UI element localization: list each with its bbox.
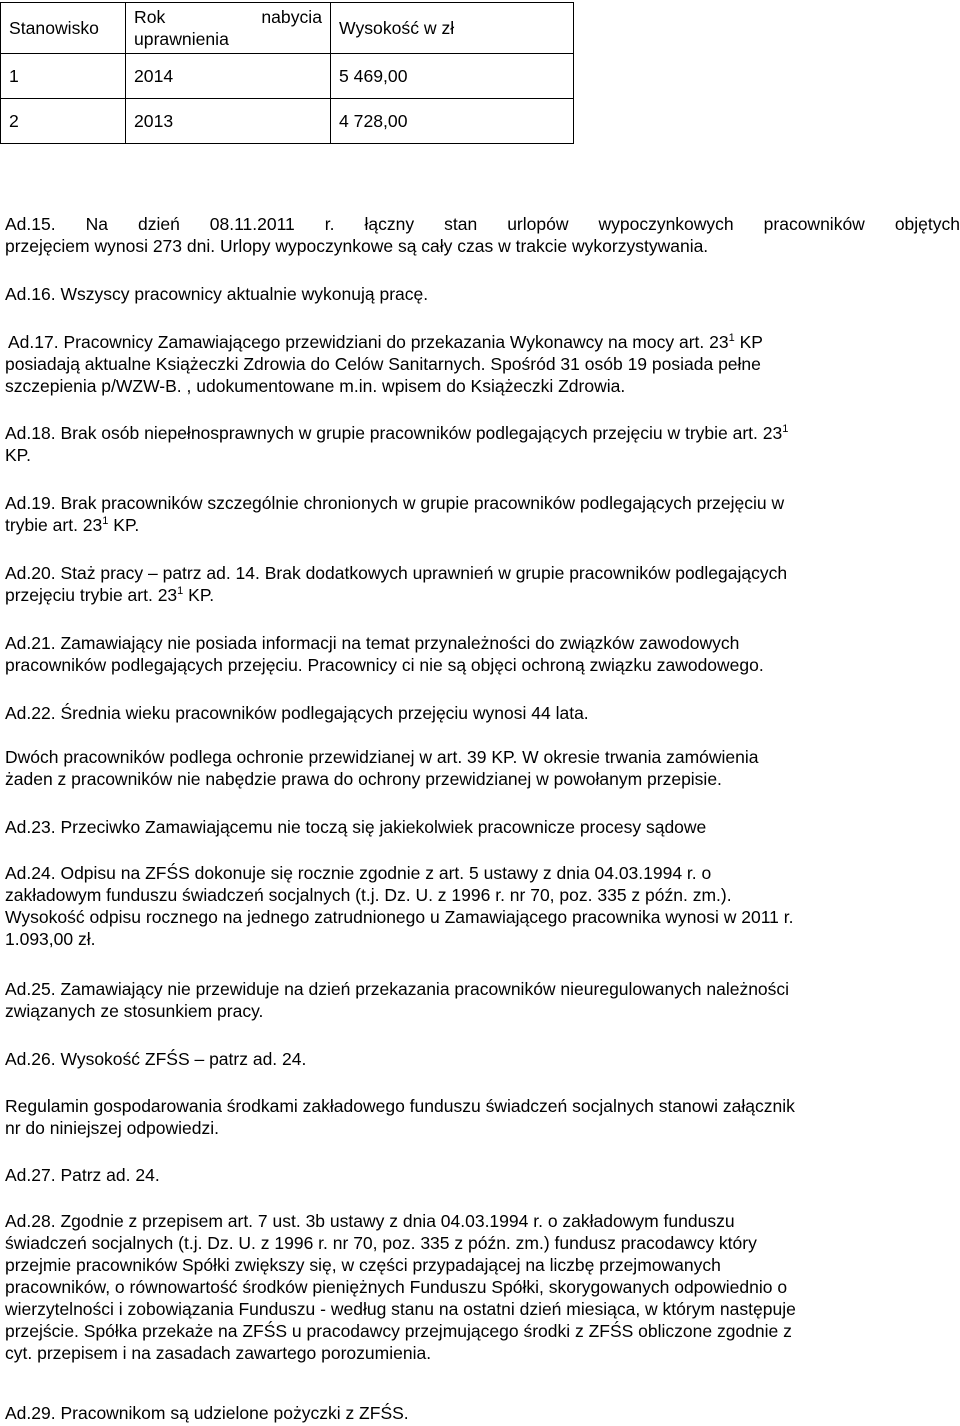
text-line [5, 422, 960, 444]
text-line: Ad.29. Pracownikom są udzielone pożyczki z ZFŚS. [5, 1403, 409, 1423]
header-stanowisko: Stanowisko [1, 3, 126, 54]
paragraph-ad28 [5, 1210, 960, 1364]
header-rok-word: Rok [134, 7, 166, 27]
text-fragment: Ad.17. Pracownicy Zamawiającego przewidziani do przekazania Wykonawcy na mocy art. 23 [8, 332, 729, 352]
text-line: KP. [5, 445, 31, 465]
text-line: Ad.15. Na dzień 08.11.2011 r. łączny stan urlopów wypoczynkowych pracowników objętych [5, 214, 960, 234]
text-line: przejęciem wynosi 273 dni. Urlopy wypoczynkowe są cały czas w trakcie wykorzystywania. [5, 236, 709, 256]
text-line: Ad.27. Patrz ad. 24. [5, 1165, 160, 1185]
paragraph-ad25 [5, 978, 960, 1022]
text-line: szczepienia p/WZW-B. , udokumentowane m.in. wpisem do Książeczki Zdrowia. [5, 376, 626, 396]
paragraph-ad20 [5, 562, 960, 606]
cell-stanowisko: 1 [1, 54, 126, 99]
text-line: 1.093,00 zł. [5, 929, 96, 949]
text-line: Ad.22. Średnia wieku pracowników podlegających przejęciu wynosi 44 lata. [5, 703, 589, 723]
superscript: 1 [782, 423, 789, 435]
paragraph-ad16 [5, 283, 960, 305]
table-header-row [1, 3, 574, 54]
header-nabycia-word: nabycia [261, 7, 322, 27]
header-wysokosc: Wysokość w zł [331, 3, 574, 54]
table-row [1, 99, 574, 144]
text-line: posiadają aktualne Książeczki Zdrowia do Celów Sanitarnych. Spośród 31 osób 19 posiada pełne [5, 354, 761, 374]
paragraph-ad19 [5, 492, 960, 536]
paragraph-ad15 [5, 213, 960, 257]
superscript: 1 [728, 332, 735, 344]
text-line: Ad.19. Brak pracowników szczególnie chronionych w grupie pracowników podlegających przejęciu w [5, 493, 785, 513]
text-fragment: KP. [108, 515, 140, 535]
header-rok-line2: uprawnienia [134, 29, 229, 49]
text-line: Ad.20. Staż pracy – patrz ad. 14. Brak dodatkowych uprawnień w grupie pracowników podlegających [5, 563, 788, 583]
text-line: nr do niniejszej odpowiedzi. [5, 1118, 220, 1138]
cell-wysokosc: 5 469,00 [331, 54, 574, 99]
text-line: związanych ze stosunkiem pracy. [5, 1001, 264, 1021]
paragraph-ad29 [5, 1402, 960, 1424]
text-line: Ad.21. Zamawiający nie posiada informacji na temat przynależności do związków zawodowych [5, 633, 740, 653]
text-line [5, 514, 960, 536]
text-line: pracowników, o równowartość środków pieniężnych Funduszu Spółki, skorygowanych odpowiednio o [5, 1277, 788, 1297]
text-line: Ad.16. Wszyscy pracownicy aktualnie wykonują pracę. [5, 284, 429, 304]
paragraph-ad24 [5, 862, 960, 950]
text-fragment: KP [734, 332, 763, 352]
text-line: Regulamin gospodarowania środkami zakładowego funduszu świadczeń socjalnych stanowi załącznik [5, 1096, 795, 1116]
text-line: Dwóch pracowników podlega ochronie przewidzianej w art. 39 KP. W okresie trwania zamówienia [5, 747, 759, 767]
text-line: Wysokość odpisu rocznego na jednego zatrudnionego u Zamawiającego pracownika wynosi w 2011 r. [5, 907, 794, 927]
paragraph-ad26 [5, 1048, 960, 1070]
cell-rok: 2013 [126, 99, 331, 144]
text-line: pracowników podlegających przejęciu. Pracownicy ci nie są objęci ochroną związku zawodowego. [5, 655, 764, 675]
text-line [5, 584, 960, 606]
superscript: 1 [177, 585, 184, 597]
text-line: Ad.24. Odpisu na ZFŚS dokonuje się rocznie zgodnie z art. 5 ustawy z dnia 04.03.1994 r. o [5, 863, 712, 883]
paragraph-ad18 [5, 422, 960, 466]
text-line: świadczeń socjalnych (t.j. Dz. U. z 1996 r. nr 70, poz. 335 z późn. zm.) fundusz pracodawcy który [5, 1233, 757, 1253]
text-line: Ad.26. Wysokość ZFŚS – patrz ad. 24. [5, 1049, 307, 1069]
text-line: przejmie pracowników Spółki zwiększy się, w części przypadającej na liczbę przejmowanych [5, 1255, 721, 1275]
text-fragment: przejęciu trybie art. 23 [5, 585, 178, 605]
text-line [5, 331, 960, 353]
text-line: żaden z pracowników nie nabędzie prawa do ochrony przewidzianej w powołanym przepisie. [5, 769, 722, 789]
cell-stanowisko: 2 [1, 99, 126, 144]
paragraph-regulamin [5, 1095, 960, 1139]
text-fragment: trybie art. 23 [5, 515, 103, 535]
text-line: Ad.25. Zamawiający nie przewiduje na dzień przekazania pracowników nieuregulowanych należności [5, 979, 790, 999]
cell-rok: 2014 [126, 54, 331, 99]
text-line: cyt. przepisem i na zasadach zawartego porozumienia. [5, 1343, 432, 1363]
paragraph-dwoch [5, 746, 960, 790]
text-line: Ad.28. Zgodnie z przepisem art. 7 ust. 3b ustawy z dnia 04.03.1994 r. o zakładowym funduszu [5, 1211, 735, 1231]
table-row [1, 54, 574, 99]
allowance-table [0, 2, 574, 144]
paragraph-ad21 [5, 632, 960, 676]
text-line: Ad.23. Przeciwko Zamawiającemu nie toczą się jakiekolwiek pracownicze procesy sądowe [5, 817, 707, 837]
text-line: przejście. Spółka przekaże na ZFŚS u pracodawcy przejmującego środki z ZFŚS obliczone zgodnie z [5, 1321, 792, 1341]
text-fragment: KP. [183, 585, 215, 605]
header-rok-line1 [134, 6, 330, 28]
text-line: wierzytelności i zobowiązania Funduszu - według stanu na ostatni dzień miesiąca, w którym następuje [5, 1299, 796, 1319]
paragraph-ad23 [5, 816, 960, 838]
paragraph-ad22 [5, 702, 960, 724]
text-fragment: Ad.18. Brak osób niepełnosprawnych w grupie pracowników podlegających przejęciu w trybie art. 23 [5, 423, 783, 443]
cell-wysokosc: 4 728,00 [331, 99, 574, 144]
superscript: 1 [102, 515, 109, 527]
paragraph-ad27 [5, 1164, 960, 1186]
paragraph-ad17 [5, 331, 960, 397]
header-rok-nabycia [126, 3, 331, 54]
text-line: zakładowym funduszu świadczeń socjalnych (t.j. Dz. U. z 1996 r. nr 70, poz. 335 z późn. zm.). [5, 885, 732, 905]
